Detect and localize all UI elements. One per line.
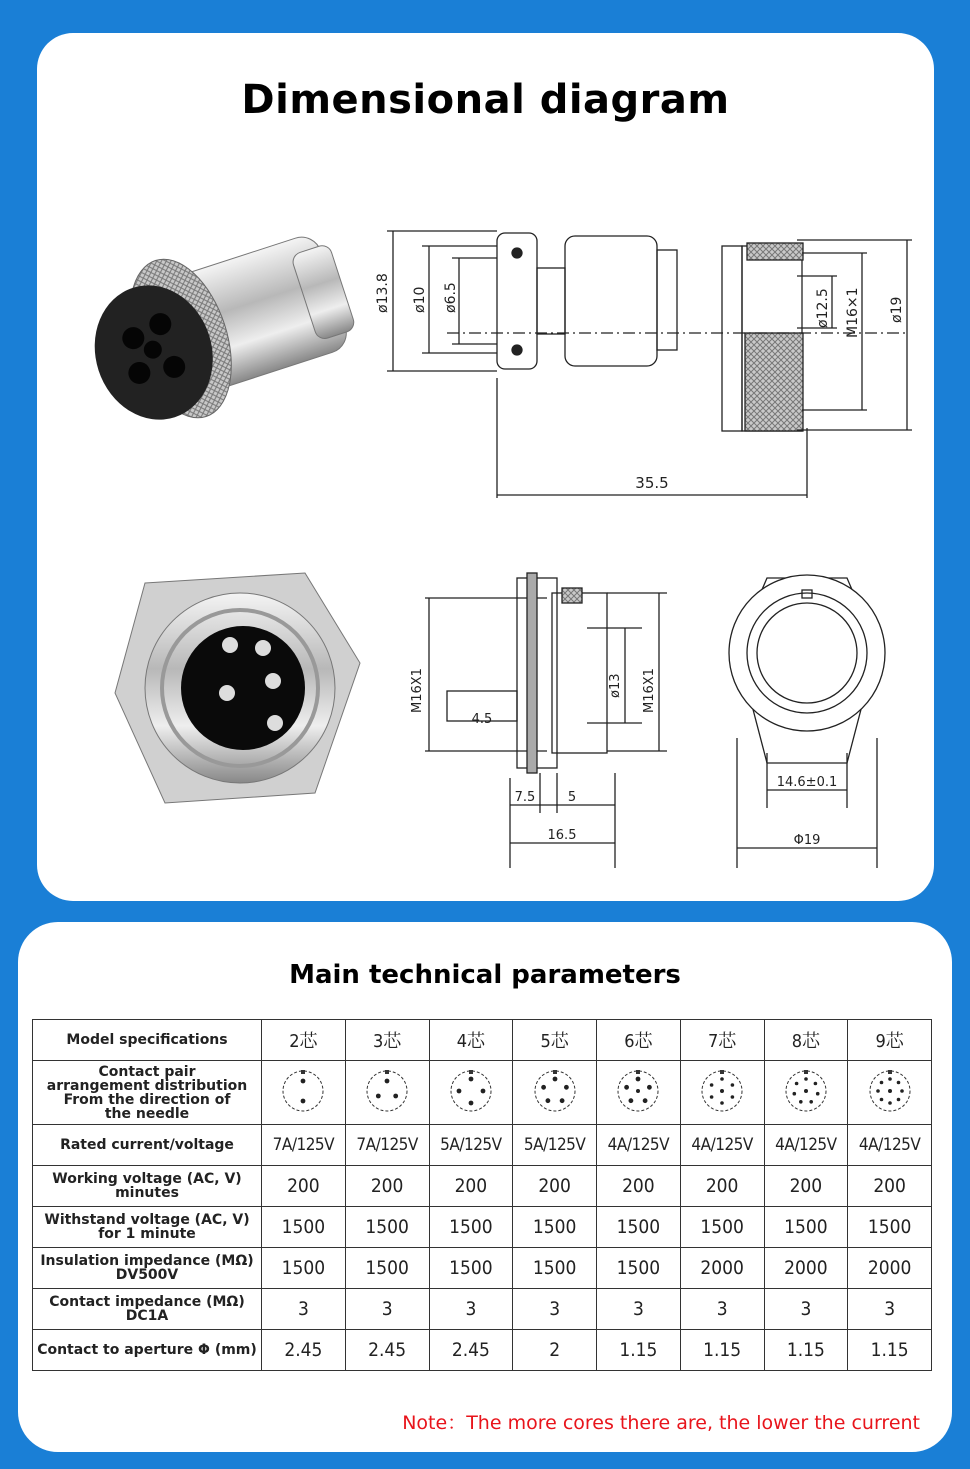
row-label-line: DC1A [125,1308,169,1324]
hex-nut-drawing [727,568,887,868]
dim-12-5: ø12.5 [815,288,831,328]
row-label [33,1330,262,1371]
value-cell: 1500 [345,1248,429,1289]
value-cell: 1.15 [680,1330,764,1371]
pin-layout-icon [783,1068,829,1114]
table-row [33,1289,932,1330]
row-label-line: Working voltage (AC, V) [52,1171,242,1187]
value-cell: 4A/125V [764,1125,848,1166]
table-row [33,1207,932,1248]
pin-diagram-cell [262,1061,346,1125]
table-row [33,1330,932,1371]
row-label [33,1061,262,1125]
value-cell: 7A/125V [345,1125,429,1166]
value-cell: 2 [513,1330,597,1371]
value-cell: 3 [345,1289,429,1330]
pin-layout-icon [867,1068,913,1114]
row-label-line: for 1 minute [98,1226,196,1242]
row-label-line: Contact pair [98,1063,196,1080]
row-label-line: DV500V [115,1267,179,1283]
row-label-line: arrangement distribution [46,1077,248,1094]
dim-13-8: ø13.8 [375,273,391,313]
side-view-drawing [367,198,927,498]
value-cell: 3 [262,1289,346,1330]
row-label-line: From the direction of [63,1091,231,1108]
value-cell: 4A/125V [597,1125,681,1166]
model-cell: 6芯 [597,1020,681,1061]
row-label-line: minutes [115,1185,179,1201]
pin-diagram-cell [680,1061,764,1125]
row-label [33,1248,262,1289]
female-connector-photo [47,208,387,498]
value-cell: 1500 [262,1207,346,1248]
value-cell: 3 [513,1289,597,1330]
model-cell: 7芯 [680,1020,764,1061]
value-cell: 1500 [597,1248,681,1289]
model-cell: 4芯 [429,1020,513,1061]
value-cell: 5A/125V [429,1125,513,1166]
value-cell: 1500 [764,1207,848,1248]
pin-layout-icon [280,1068,326,1114]
value-cell: 200 [345,1166,429,1207]
model-cell: 8芯 [764,1020,848,1061]
dim-hex-flat: 14.6±0.1 [776,775,838,790]
dimensional-title: Dimensional diagram [241,77,730,123]
value-cell: 200 [513,1166,597,1207]
value-cell: 1500 [513,1248,597,1289]
dim-10: ø10 [412,286,428,313]
value-cell: 1500 [429,1207,513,1248]
pin-layout-icon [532,1068,578,1114]
parameters-table [32,1019,932,1371]
row-label [33,1289,262,1330]
pin-diagram-cell [848,1061,932,1125]
pin-layout-icon [364,1068,410,1114]
parameters-title: Main technical parameters [289,960,681,990]
value-cell: 4A/125V [848,1125,932,1166]
row-label [33,1207,262,1248]
value-cell: 200 [764,1166,848,1207]
value-cell: 3 [597,1289,681,1330]
dim-m16-right: M16X1 [642,668,657,713]
note-text: Note：The more cores there are, the lower the current [402,1412,920,1434]
parameters-panel [18,922,952,1452]
value-cell: 200 [429,1166,513,1207]
dim-13: ø13 [608,673,623,698]
dim-4-5: 4.5 [471,712,493,727]
value-cell: 200 [680,1166,764,1207]
value-cell: 200 [848,1166,932,1207]
dim-5: 5 [567,790,577,805]
value-cell: 2000 [764,1248,848,1289]
value-cell: 3 [429,1289,513,1330]
value-cell: 4A/125V [680,1125,764,1166]
table-row [33,1166,932,1207]
value-cell: 2.45 [345,1330,429,1371]
value-cell: 1500 [848,1207,932,1248]
pin-diagram-cell [513,1061,597,1125]
panel-mount-drawing [397,563,667,873]
value-cell: 1500 [345,1207,429,1248]
table-row [33,1125,932,1166]
pin-layout-icon [615,1068,661,1114]
row-pin-arrangement [33,1061,932,1125]
value-cell: 1500 [597,1207,681,1248]
value-cell: 1500 [429,1248,513,1289]
value-cell: 1500 [680,1207,764,1248]
value-cell: 200 [262,1166,346,1207]
row-label-line: Insulation impedance (MΩ) [40,1253,254,1269]
pin-diagram-cell [764,1061,848,1125]
value-cell: 2.45 [429,1330,513,1371]
pin-layout-icon [699,1068,745,1114]
dim-16-5: 16.5 [547,828,577,843]
row-label-line: Contact impedance (MΩ) [49,1294,245,1310]
model-cell: 5芯 [513,1020,597,1061]
dim-6-5: ø6.5 [443,282,459,313]
row-label-line: the needle [104,1105,190,1122]
row-label-line: Rated current/voltage [60,1137,234,1153]
model-cell: 2芯 [262,1020,346,1061]
value-cell: 2.45 [262,1330,346,1371]
value-cell: 1.15 [764,1330,848,1371]
value-cell: 1.15 [848,1330,932,1371]
row-label: Model specifications [33,1020,262,1061]
row-model [33,1020,932,1061]
value-cell: 1500 [262,1248,346,1289]
value-cell: 7A/125V [262,1125,346,1166]
row-label-line: Contact to aperture Φ (mm) [37,1342,257,1358]
dimensional-panel [37,33,934,901]
pin-diagram-cell [597,1061,681,1125]
value-cell: 1500 [513,1207,597,1248]
pin-diagram-cell [345,1061,429,1125]
pin-diagram-cell [429,1061,513,1125]
dim-35-5: 35.5 [635,474,669,492]
value-cell: 5A/125V [513,1125,597,1166]
row-label [33,1125,262,1166]
value-cell: 3 [680,1289,764,1330]
dim-m16: M16×1 [845,287,861,338]
dim-7-5: 7.5 [514,790,536,805]
dim-m16-left: M16X1 [410,668,425,713]
dim-19: ø19 [889,296,905,323]
model-cell: 9芯 [848,1020,932,1061]
value-cell: 1.15 [597,1330,681,1371]
value-cell: 3 [848,1289,932,1330]
pin-layout-icon [448,1068,494,1114]
value-cell: 200 [597,1166,681,1207]
row-label-line: Withstand voltage (AC, V) [44,1212,250,1228]
male-connector-photo [105,563,385,813]
value-cell: 3 [764,1289,848,1330]
table-row [33,1248,932,1289]
model-cell: 3芯 [345,1020,429,1061]
value-cell: 2000 [848,1248,932,1289]
dim-hex-phi: Φ19 [793,833,821,848]
value-cell: 2000 [680,1248,764,1289]
row-label [33,1166,262,1207]
